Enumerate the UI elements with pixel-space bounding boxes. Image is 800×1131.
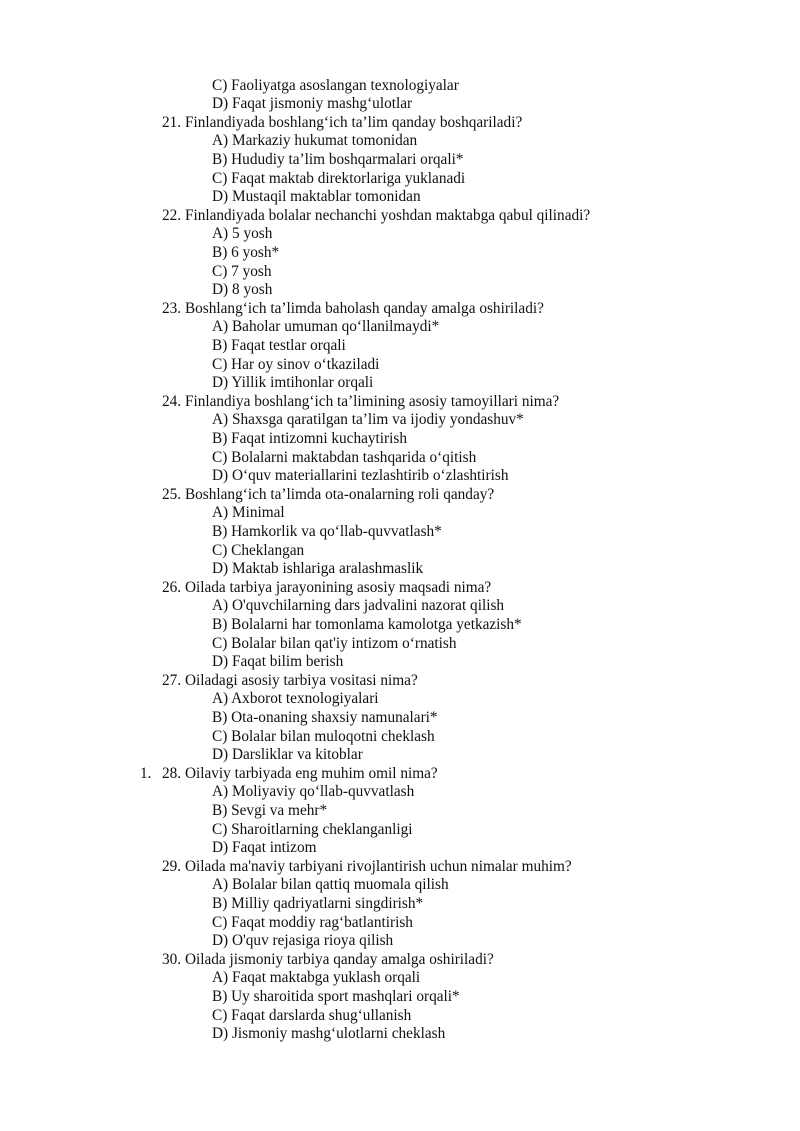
question-text: 29. Oilada ma'naviy tarbiyani rivojlantirish uchun nimalar muhim?	[162, 857, 572, 875]
answer-option: B) Sevgi va mehr*	[212, 801, 328, 819]
answer-option: D) Jismoniy mashg‘ulotlarni cheklash	[212, 1025, 446, 1043]
answer-option: B) Hududiy ta’lim boshqarmalari orqali*	[212, 150, 464, 168]
answer-option: A) O'quvchilarning dars jadvalini nazorat qilish	[212, 597, 505, 615]
question-text: 30. Oilada jismoniy tarbiya qanday amalga oshiriladi?	[162, 950, 494, 968]
answer-option: C) Bolalar bilan muloqotni cheklash	[212, 727, 435, 745]
answer-option: C) Faqat moddiy rag‘batlantirish	[212, 913, 413, 931]
answer-option: D) Faqat bilim berish	[212, 653, 344, 671]
answer-option: C) Sharoitlarning cheklanganligi	[212, 820, 413, 838]
answer-option: A) Shaxsga qaratilgan ta’lim va ijodiy yondashuv*	[212, 411, 524, 429]
answer-option: D) Mustaqil maktablar tomonidan	[212, 188, 421, 206]
question-text: 24. Finlandiya boshlang‘ich ta’limining asosiy tamoyillari nima?	[162, 392, 560, 410]
answer-option: B) Faqat intizomni kuchaytirish	[212, 429, 408, 447]
answer-option: A) Axborot texnologiyalari	[212, 690, 379, 708]
answer-option: B) Bolalarni har tomonlama kamolotga yetkazish*	[212, 615, 522, 633]
answer-option: D) 8 yosh	[212, 281, 273, 299]
answer-option: A) Markaziy hukumat tomonidan	[212, 132, 418, 150]
question-text: 26. Oilada tarbiya jarayonining asosiy maqsadi nima?	[162, 578, 492, 596]
answer-option: C) Faqat darslarda shug‘ullanish	[212, 1006, 412, 1024]
answer-option: C) Faoliyatga asoslangan texnologiyalar	[212, 76, 459, 94]
answer-option: B) 6 yosh*	[212, 243, 280, 261]
answer-option: D) Maktab ishlariga aralashmaslik	[212, 560, 424, 578]
question-text: 21. Finlandiyada boshlang‘ich ta’lim qanday boshqariladi?	[162, 113, 523, 131]
answer-option: B) Milliy qadriyatlarni singdirish*	[212, 894, 424, 912]
answer-option: B) Ota-onaning shaxsiy namunalari*	[212, 708, 438, 726]
answer-option: C) Bolalar bilan qat'iy intizom o‘rnatish	[212, 634, 457, 652]
answer-option: A) Bolalar bilan qattiq muomala qilish	[212, 876, 449, 894]
list-number-marker: 1.	[140, 764, 152, 782]
answer-option: C) Cheklangan	[212, 541, 305, 559]
answer-option: D) Darsliklar va kitoblar	[212, 746, 363, 764]
answer-option: B) Faqat testlar orqali	[212, 336, 346, 354]
answer-option: A) Moliyaviy qo‘llab-quvvatlash	[212, 783, 415, 801]
answer-option: B) Uy sharoitida sport mashqlari orqali*	[212, 987, 460, 1005]
answer-option: D) Yillik imtihonlar orqali	[212, 374, 374, 392]
question-text: 28. Oilaviy tarbiyada eng muhim omil nima?	[162, 764, 438, 782]
answer-option: D) O'quv rejasiga rioya qilish	[212, 932, 394, 950]
answer-option: D) Faqat intizom	[212, 839, 317, 857]
answer-option: D) O‘quv materiallarini tezlashtirib o‘zlashtirish	[212, 467, 509, 485]
answer-option: C) Faqat maktab direktorlariga yuklanadi	[212, 169, 466, 187]
answer-option: C) 7 yosh	[212, 262, 272, 280]
question-text: 27. Oiladagi asosiy tarbiya vositasi nima?	[162, 671, 418, 689]
question-text: 25. Boshlang‘ich ta’limda ota-onalarning roli qanday?	[162, 485, 495, 503]
answer-option: B) Hamkorlik va qo‘llab-quvvatlash*	[212, 522, 442, 540]
answer-option: A) Minimal	[212, 504, 285, 522]
answer-option: A) Baholar umuman qo‘llanilmaydi*	[212, 318, 440, 336]
question-text: 23. Boshlang‘ich ta’limda baholash qanday amalga oshiriladi?	[162, 299, 544, 317]
answer-option: A) Faqat maktabga yuklash orqali	[212, 969, 421, 987]
answer-option: C) Har oy sinov o‘tkaziladi	[212, 355, 380, 373]
question-text: 22. Finlandiyada bolalar nechanchi yoshdan maktabga qabul qilinadi?	[162, 206, 591, 224]
answer-option: D) Faqat jismoniy mashg‘ulotlar	[212, 95, 413, 113]
answer-option: C) Bolalarni maktabdan tashqarida o‘qitish	[212, 448, 477, 466]
answer-option: A) 5 yosh	[212, 225, 273, 243]
